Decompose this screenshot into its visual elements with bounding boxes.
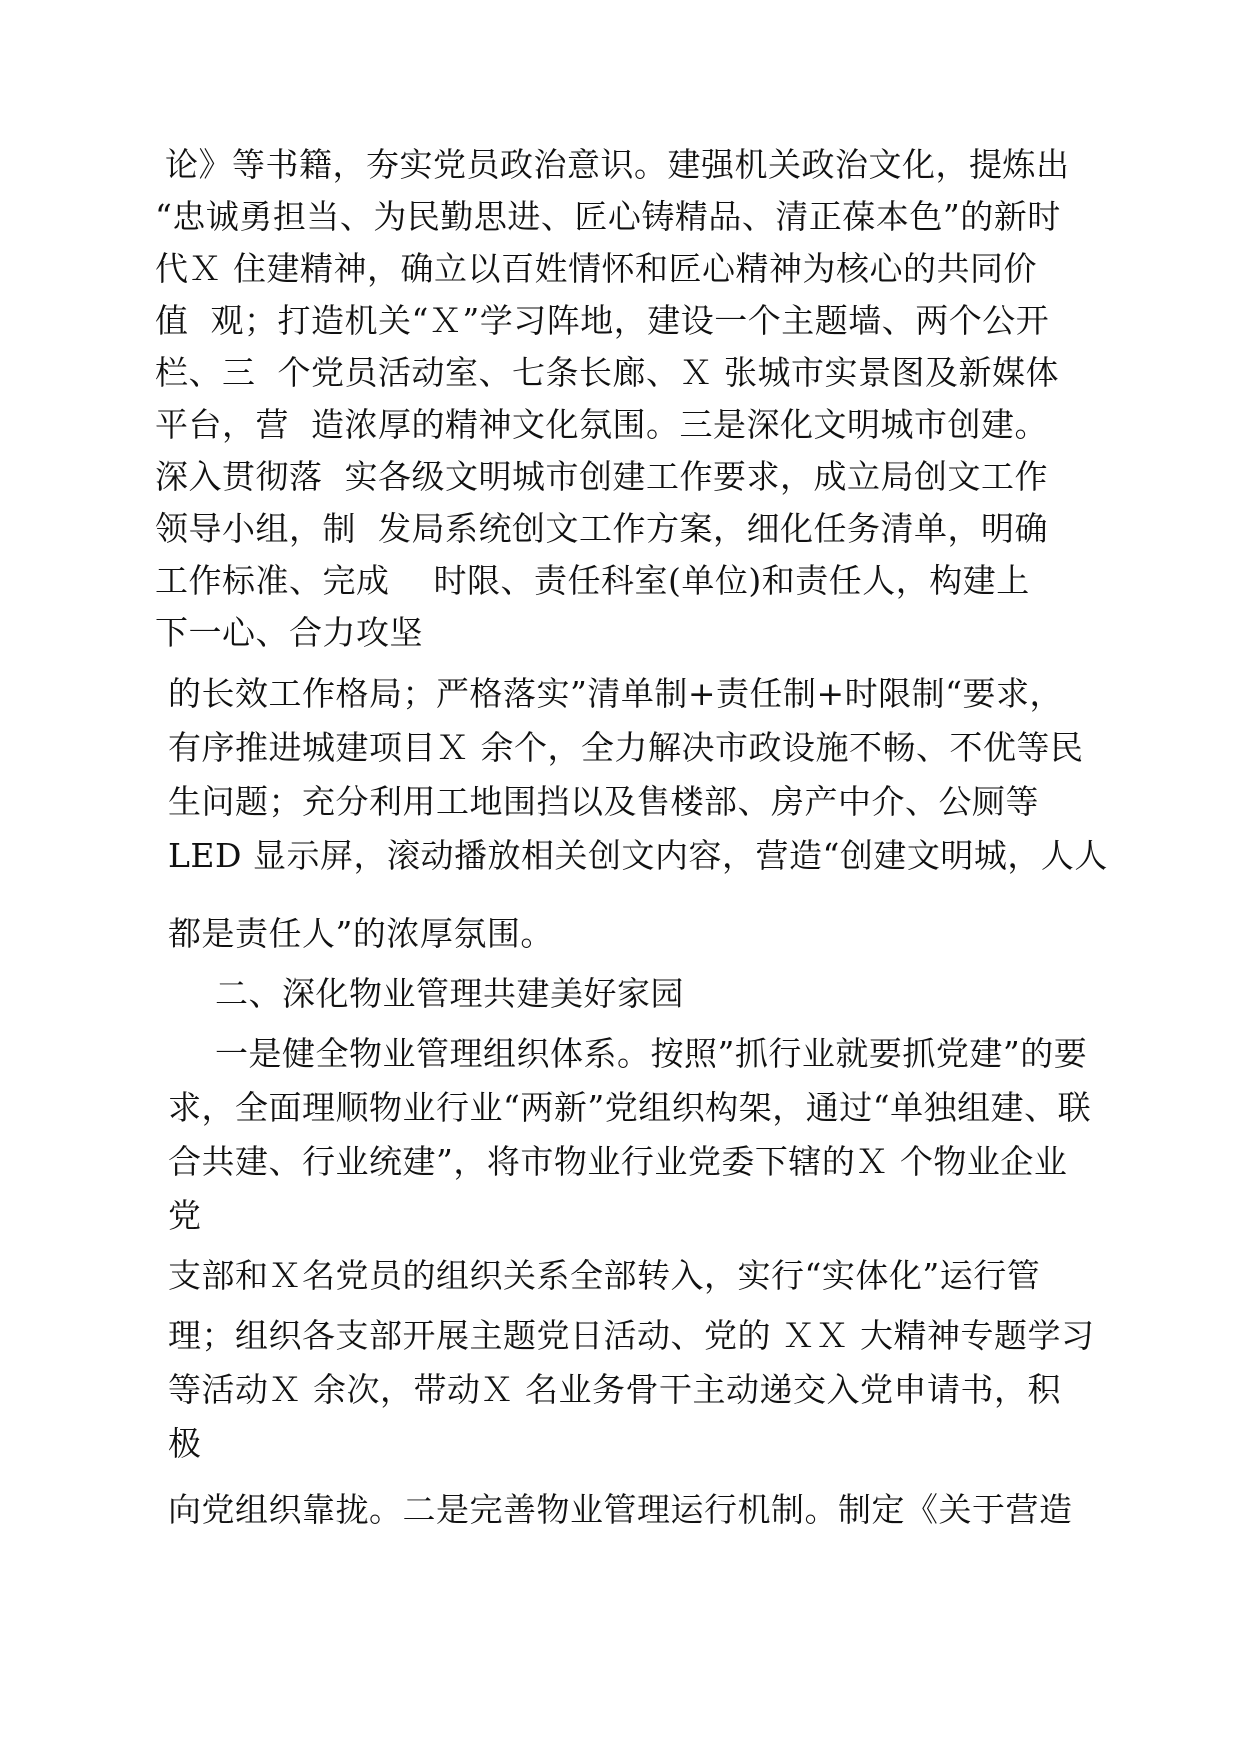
paragraph-line: 等活动Ｘ 余次，带动Ｘ 名业务骨干主动递交入党申请书，积 bbox=[168, 1370, 1061, 1409]
paragraph-line: 深入贯彻落 实各级文明城市创建工作要求，成立局创文工作 bbox=[155, 457, 1048, 496]
paragraph-line: 栏、三 个党员活动室、七条长廊、Ｘ 张城市实景图及新媒体 bbox=[155, 353, 1059, 392]
paragraph-line: 论》等书籍，夯实党员政治意识。建强机关政治文化，提炼出 bbox=[165, 145, 1070, 184]
paragraph-line: 党 bbox=[168, 1196, 202, 1235]
paragraph-line: 向党组织靠拢。二是完善物业管理运行机制。制定《关于营造 bbox=[168, 1490, 1073, 1529]
paragraph-line: 支部和Ｘ名党员的组织关系全部转入，实行“实体化”运行管 bbox=[168, 1256, 1041, 1295]
paragraph-line: 领导小组，制 发局系统创文工作方案，细化任务清单，明确 bbox=[155, 509, 1048, 548]
paragraph-line: 有序推进城建项目Ｘ 余个，全力解决市政设施不畅、不优等民 bbox=[168, 728, 1084, 767]
paragraph-line: 合共建、行业统建”，将市物业行业党委下辖的Ｘ 个物业企业 bbox=[168, 1142, 1068, 1181]
paragraph-line: “忠诚勇担当、为民勤思进、匠心铸精品、清正葆本色”的新时 bbox=[155, 197, 1061, 236]
paragraph-line: 理；组织各支部开展主题党日活动、党的 ＸＸ 大精神专题学习 bbox=[168, 1316, 1095, 1355]
paragraph-line: 平台，营 造浓厚的精神文化氛围。三是深化文明城市创建。 bbox=[155, 405, 1048, 444]
paragraph-line: 求，全面理顺物业行业“两新”党组织构架，通过“单独组建、联 bbox=[168, 1088, 1092, 1127]
paragraph-line: 一是健全物业管理组织体系。按照”抓行业就要抓党建”的要 bbox=[215, 1034, 1088, 1073]
section-heading: 二、深化物业管理共建美好家园 bbox=[215, 974, 684, 1013]
paragraph-line: 的长效工作格局；严格落实”清单制+责任制+时限制“要求， bbox=[168, 674, 1064, 713]
paragraph-line: 极 bbox=[168, 1424, 202, 1463]
paragraph-line: 工作标准、完成 时限、责任科室(单位)和责任人，构建上 bbox=[155, 561, 1030, 600]
paragraph-line: 代Ｘ 住建精神，确立以百姓情怀和匠心精神为核心的共同价 bbox=[155, 249, 1037, 288]
paragraph-line: 都是责任人”的浓厚氛围。 bbox=[168, 914, 554, 953]
paragraph-line: LED 显示屏，滚动播放相关创文内容，营造“创建文明城，人人 bbox=[168, 836, 1108, 875]
paragraph-line: 值 观；打造机关“Ｘ”学习阵地，建设一个主题墙、两个公开 bbox=[155, 301, 1050, 340]
paragraph-line: 生问题；充分利用工地围挡以及售楼部、房产中介、公厕等 bbox=[168, 782, 1039, 821]
paragraph-line: 下一心、合力攻坚 bbox=[155, 613, 423, 652]
